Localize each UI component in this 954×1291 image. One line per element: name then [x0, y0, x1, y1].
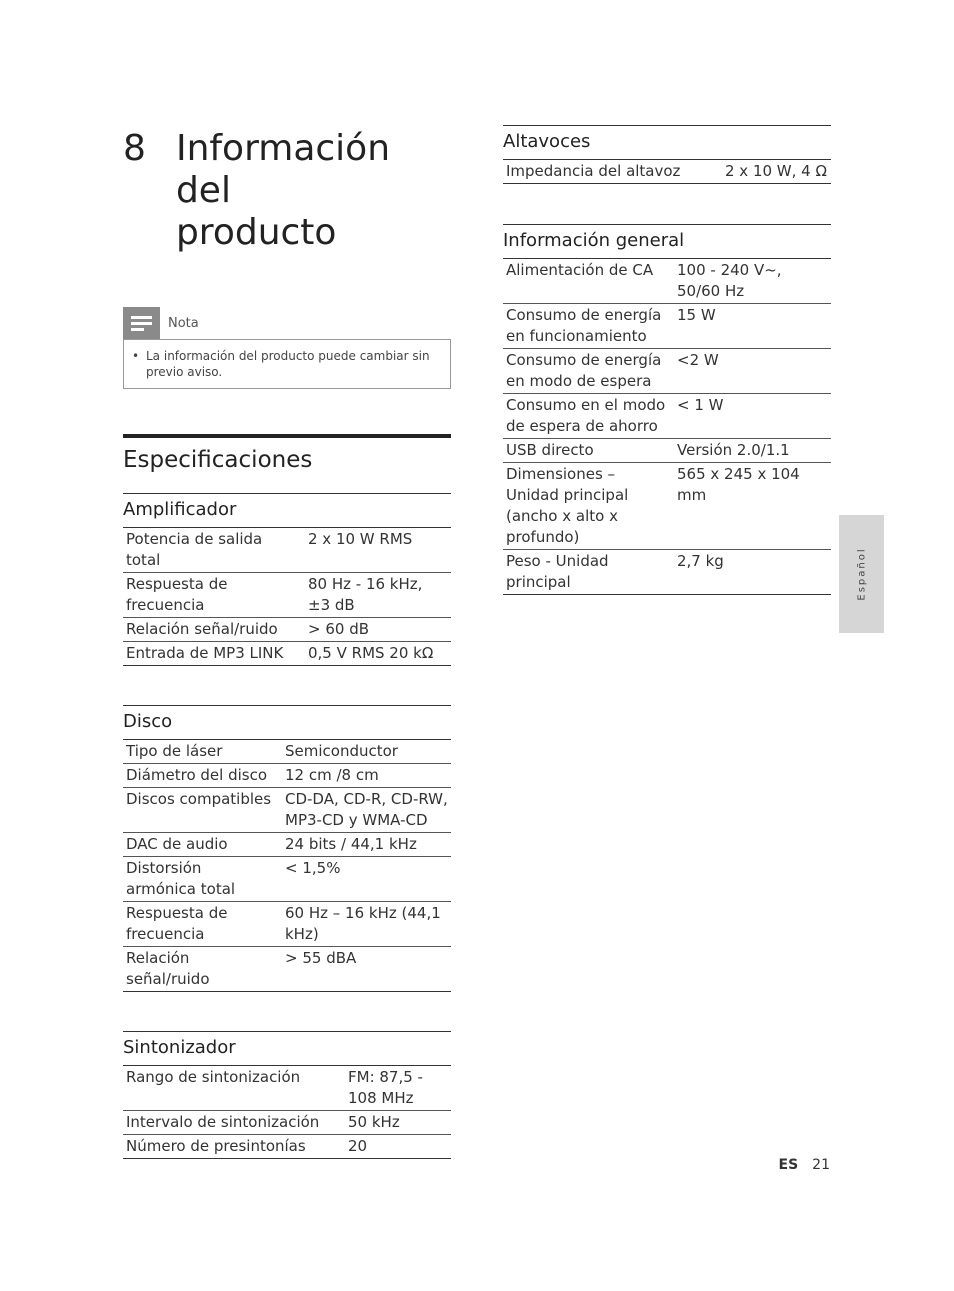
side-tab-label: Español: [856, 547, 867, 601]
spec-value: 60 Hz – 16 kHz (44,1 kHz): [279, 902, 451, 947]
sintonizador-table: [123, 1066, 451, 1159]
spec-value: > 55 dBA: [279, 947, 451, 992]
spec-key: Peso - Unidad principal: [503, 550, 671, 595]
spec-row: [123, 1066, 451, 1111]
spec-value: 100 - 240 V~, 50/60 Hz: [671, 259, 831, 304]
chapter-title: [176, 128, 451, 254]
spec-row: [123, 833, 451, 857]
chapter-title-line2: producto: [175, 212, 337, 253]
disco-block: [123, 705, 451, 992]
spec-key: Relación señal/ruido: [123, 618, 302, 642]
spec-value: 80 Hz - 16 kHz, ±3 dB: [302, 573, 451, 618]
spec-row: [503, 394, 831, 439]
left-column: [123, 128, 451, 1159]
spec-value: 2,7 kg: [671, 550, 831, 595]
page-number: 21: [812, 1157, 830, 1173]
spec-key: Relación señal/ruido: [123, 947, 279, 992]
spec-value: 0,5 V RMS 20 kΩ: [302, 642, 451, 666]
spec-value: 2 x 10 W, 4 Ω: [719, 160, 831, 184]
spec-value: 565 x 245 x 104 mm: [671, 463, 831, 550]
amplificador-block: [123, 493, 451, 666]
chapter-number: 8: [123, 128, 146, 169]
spec-row: [123, 902, 451, 947]
spec-key: Rango de sintonización: [123, 1066, 342, 1111]
spec-row: [503, 259, 831, 304]
spec-row: [123, 618, 451, 642]
spec-value: 50 kHz: [342, 1111, 451, 1135]
spec-row: [503, 439, 831, 463]
spec-row: [123, 788, 451, 833]
footer-language: ES: [778, 1157, 799, 1173]
spec-key: Discos compatibles: [123, 788, 279, 833]
note-box: [123, 307, 451, 389]
general-block: [503, 224, 831, 595]
amplificador-title: Amplificador: [123, 494, 451, 528]
spec-row: [123, 573, 451, 618]
section-title: Especificaciones: [123, 447, 313, 473]
spec-key: Entrada de MP3 LINK: [123, 642, 302, 666]
spec-row: [123, 764, 451, 788]
general-table: [503, 259, 831, 595]
spec-key: Respuesta de frecuencia: [123, 902, 279, 947]
disco-table: [123, 740, 451, 992]
spec-key: Alimentación de CA: [503, 259, 671, 304]
spec-key: Respuesta de frecuencia: [123, 573, 302, 618]
spec-key: USB directo: [503, 439, 671, 463]
spec-row: [123, 1111, 451, 1135]
spec-row: [123, 857, 451, 902]
spec-value: < 1,5%: [279, 857, 451, 902]
chapter-title-line1: Información del: [175, 128, 391, 211]
chapter-heading: [123, 128, 451, 254]
spec-row: [123, 947, 451, 992]
bullet-marker: •: [132, 349, 140, 363]
sintonizador-block: [123, 1031, 451, 1159]
spec-value: < 1 W: [671, 394, 831, 439]
spec-value: 2 x 10 W RMS: [302, 528, 451, 573]
spec-row: [503, 349, 831, 394]
spec-key: DAC de audio: [123, 833, 279, 857]
spec-row: [123, 642, 451, 666]
section-divider: [123, 434, 451, 438]
note-icon: [123, 307, 160, 339]
spec-key: Diámetro del disco: [123, 764, 279, 788]
altavoces-block: [503, 125, 831, 184]
spec-key: Distorsión armónica total: [123, 857, 279, 902]
spec-value: FM: 87,5 - 108 MHz: [342, 1066, 451, 1111]
spec-key: Intervalo de sintonización: [123, 1111, 342, 1135]
spec-value: <2 W: [671, 349, 831, 394]
spec-value: 20: [342, 1135, 451, 1159]
spec-key: Tipo de láser: [123, 740, 279, 764]
spec-key: Número de presintonías: [123, 1135, 342, 1159]
spec-key: Consumo de energía en funcionamiento: [503, 304, 671, 349]
note-label: Nota: [168, 315, 199, 331]
spec-row: [503, 463, 831, 550]
note-header: [123, 307, 451, 339]
note-bullet-item: [132, 348, 440, 380]
sintonizador-title: Sintonizador: [123, 1032, 451, 1066]
spec-row: [123, 740, 451, 764]
note-content: [123, 339, 451, 389]
spec-row: [503, 160, 831, 184]
spec-value: 15 W: [671, 304, 831, 349]
spec-key: Consumo en el modo de espera de ahorro: [503, 394, 671, 439]
spec-row: [123, 528, 451, 573]
spec-key: Dimensiones – Unidad principal (ancho x alto x profundo): [503, 463, 671, 550]
amplificador-table: [123, 528, 451, 666]
spec-row: [503, 550, 831, 595]
spec-value: 12 cm /8 cm: [279, 764, 451, 788]
spec-value: 24 bits / 44,1 kHz: [279, 833, 451, 857]
disco-title: Disco: [123, 706, 451, 740]
spec-row: [503, 304, 831, 349]
right-column: [503, 125, 831, 595]
spec-value: Semiconductor: [279, 740, 451, 764]
spec-value: Versión 2.0/1.1: [671, 439, 831, 463]
spec-row: [123, 1135, 451, 1159]
altavoces-table: [503, 160, 831, 184]
spec-key: Consumo de energía en modo de espera: [503, 349, 671, 394]
language-side-tab: [839, 515, 884, 633]
note-text: La información del producto puede cambiar sin previo aviso.: [146, 349, 430, 379]
general-title: Información general: [503, 225, 831, 259]
spec-key: Impedancia del altavoz: [503, 160, 719, 184]
altavoces-title: Altavoces: [503, 126, 831, 160]
spec-value: > 60 dB: [302, 618, 451, 642]
spec-value: CD-DA, CD-R, CD-RW, MP3-CD y WMA-CD: [279, 788, 451, 833]
spec-key: Potencia de salida total: [123, 528, 302, 573]
page-footer: [760, 1157, 830, 1173]
